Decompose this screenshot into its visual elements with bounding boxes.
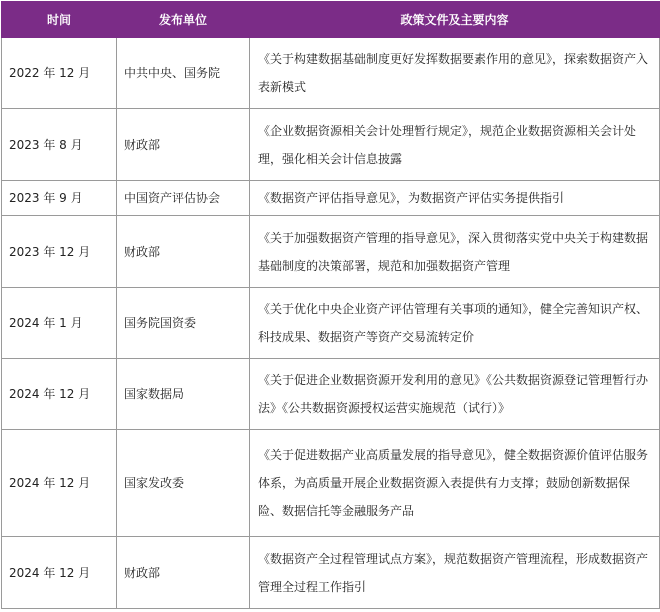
table-row <box>2 430 660 537</box>
cell-issuer: 国家发改委 <box>117 430 250 537</box>
cell-time: 2024 年 12 月 <box>2 430 117 537</box>
table-row <box>2 181 660 216</box>
cell-issuer: 财政部 <box>117 216 250 288</box>
table-row <box>2 109 660 181</box>
header-issuer: 发布单位 <box>117 2 250 38</box>
cell-time: 2023 年 9 月 <box>2 181 117 216</box>
cell-content: 《关于构建数据基础制度更好发挥数据要素作用的意见》，探索数据资产入表新模式 <box>250 38 660 109</box>
cell-time: 2022 年 12 月 <box>2 38 117 109</box>
cell-issuer: 财政部 <box>117 537 250 609</box>
cell-content: 《关于加强数据资产管理的指导意见》，深入贯彻落实党中央关于构建数据基础制度的决策部署，规范和加强数据资产管理 <box>250 216 660 288</box>
cell-issuer: 国家数据局 <box>117 359 250 430</box>
cell-content: 《企业数据资源相关会计处理暂行规定》，规范企业数据资源相关会计处理，强化相关会计信息披露 <box>250 109 660 181</box>
cell-issuer: 国务院国资委 <box>117 288 250 359</box>
cell-issuer: 中共中央、国务院 <box>117 38 250 109</box>
cell-time: 2023 年 12 月 <box>2 216 117 288</box>
cell-content: 《关于促进数据产业高质量发展的指导意见》，健全数据资源价值评估服务体系，为高质量开展企业数据资源入表提供有力支撑；鼓励创新数据保险、数据信托等金融服务产品 <box>250 430 660 537</box>
cell-time: 2023 年 8 月 <box>2 109 117 181</box>
cell-time: 2024 年 12 月 <box>2 537 117 609</box>
policy-table <box>1 1 660 609</box>
cell-time: 2024 年 1 月 <box>2 288 117 359</box>
table-row <box>2 38 660 109</box>
table-body <box>2 38 660 609</box>
table-row <box>2 288 660 359</box>
table-header <box>2 2 660 38</box>
table-row <box>2 359 660 430</box>
cell-content: 《关于促进企业数据资源开发利用的意见》《公共数据资源登记管理暂行办法》《公共数据资源授权运营实施规范（试行）》 <box>250 359 660 430</box>
table-row <box>2 537 660 609</box>
header-content: 政策文件及主要内容 <box>250 2 660 38</box>
cell-issuer: 财政部 <box>117 109 250 181</box>
cell-content: 《数据资产评估指导意见》，为数据资产评估实务提供指引 <box>250 181 660 216</box>
header-time: 时间 <box>2 2 117 38</box>
cell-issuer: 中国资产评估协会 <box>117 181 250 216</box>
cell-content: 《关于优化中央企业资产评估管理有关事项的通知》，健全完善知识产权、科技成果、数据资产等资产交易流转定价 <box>250 288 660 359</box>
header-row <box>2 2 660 38</box>
cell-time: 2024 年 12 月 <box>2 359 117 430</box>
cell-content: 《数据资产全过程管理试点方案》，规范数据资产管理流程，形成数据资产管理全过程工作指引 <box>250 537 660 609</box>
table-row <box>2 216 660 288</box>
